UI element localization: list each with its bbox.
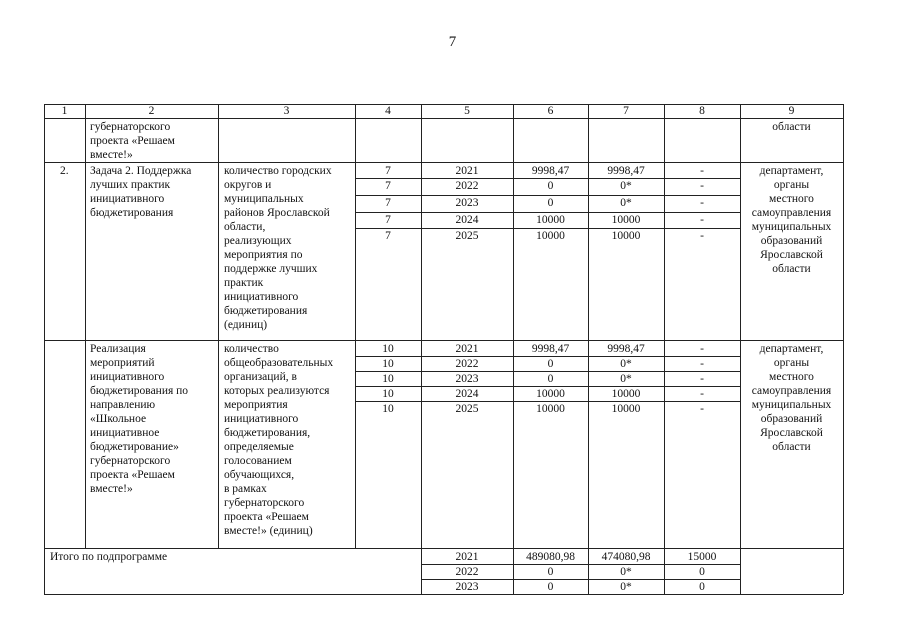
task2-c6: 0	[547, 197, 554, 209]
task2-c4: 7	[385, 165, 391, 177]
col-header-5: 5	[464, 105, 470, 117]
measure-c8: -	[700, 403, 704, 415]
cont-name: губернаторского проекта «Решаем вместе!»	[90, 121, 175, 161]
total-year: 2023	[455, 581, 479, 593]
task2-c8: -	[700, 165, 704, 177]
task2-year: 2023	[455, 197, 479, 209]
total-c8: 15000	[687, 551, 717, 563]
measure-c8: -	[700, 373, 704, 385]
measure-year: 2022	[455, 358, 479, 370]
total-c6: 0	[547, 581, 554, 593]
page-number: 7	[448, 34, 457, 50]
measure-executor: департамент, органы местного самоуправления муниципальных образований Ярославской области	[751, 343, 832, 453]
col-header-2: 2	[148, 105, 155, 117]
col-header-6: 6	[547, 105, 554, 117]
measure-c8: -	[700, 343, 704, 355]
task2-name: Задача 2. Поддержка лучших практик инициативного бюджетирования	[90, 165, 192, 219]
task2-c7: 9998,47	[607, 165, 645, 177]
grid-line	[44, 594, 843, 595]
measure-c6: 0	[547, 373, 554, 385]
measure-c6: 10000	[536, 403, 565, 415]
measure-c7: 9998,47	[607, 343, 645, 355]
grid-line	[44, 118, 843, 119]
col-header-9: 9	[788, 105, 795, 117]
task2-c4: 7	[385, 230, 391, 242]
total-c7: 0*	[620, 566, 632, 578]
task2-executor: департамент, органы местного самоуправления муниципальных образований Ярославской области	[751, 165, 832, 275]
measure-c6: 0	[547, 358, 554, 370]
total-year: 2021	[455, 551, 479, 563]
total-label: Итого по подпрограмме	[50, 551, 168, 563]
measure-c4: 10	[382, 388, 394, 400]
col-header-8: 8	[699, 105, 705, 117]
measure-c4: 10	[382, 358, 394, 370]
task2-year: 2021	[455, 165, 479, 177]
task2-c8: -	[700, 197, 704, 209]
grid-line	[843, 104, 844, 594]
measure-year: 2021	[455, 343, 479, 355]
col-header-7: 7	[623, 105, 629, 117]
task2-year: 2025	[455, 230, 479, 242]
measure-c7: 10000	[611, 403, 641, 415]
measure-name: Реализация мероприятий инициативного бюджетирования по направлению «Школьное инициативное бюджетирование» губернаторского проекта «Решаем вместе!»	[90, 343, 189, 495]
total-c6: 489080,98	[526, 551, 575, 563]
measure-year: 2025	[455, 403, 479, 415]
total-c8: 0	[699, 581, 705, 593]
task2-c7: 0*	[620, 180, 632, 192]
task2-c4: 7	[385, 197, 391, 209]
task2-year: 2022	[455, 180, 479, 192]
measure-year: 2023	[455, 373, 479, 385]
total-c8: 0	[699, 566, 705, 578]
measure-c6: 10000	[536, 388, 565, 400]
measure-c7: 10000	[611, 388, 641, 400]
task2-c7: 10000	[611, 230, 641, 242]
grid-line	[44, 340, 843, 341]
measure-year: 2024	[455, 388, 479, 400]
task2-c4: 7	[385, 214, 391, 226]
task2-c7: 10000	[611, 214, 641, 226]
measure-c8: -	[700, 388, 704, 400]
task2-c7: 0*	[620, 197, 632, 209]
grid-line	[85, 104, 86, 548]
task2-c8: -	[700, 180, 704, 192]
measure-c8: -	[700, 358, 704, 370]
task2-number: 2.	[60, 165, 69, 177]
grid-line	[218, 104, 219, 548]
task2-year: 2024	[455, 214, 479, 226]
task2-c6: 9998,47	[531, 165, 570, 177]
measure-c6: 9998,47	[531, 343, 570, 355]
task2-c6: 0	[547, 180, 554, 192]
task2-c4: 7	[385, 180, 391, 192]
total-year: 2022	[455, 566, 479, 578]
total-c7: 474080,98	[601, 551, 651, 563]
measure-indicator: количество общеобразовательных организаций, в которых реализуются мероприятия инициативного бюджетирования, определяемые голосованием обучающихся, в рамках губернаторского проекта «Решаем вместе!» (единиц)	[224, 343, 334, 537]
measure-c4: 10	[382, 403, 394, 415]
total-c7: 0*	[620, 581, 632, 593]
task2-c6: 10000	[536, 230, 565, 242]
measure-c7: 0*	[620, 373, 632, 385]
task2-c6: 10000	[536, 214, 565, 226]
measure-c7: 0*	[620, 358, 632, 370]
col-header-1: 1	[61, 105, 68, 117]
grid-line	[44, 104, 45, 594]
task2-c8: -	[700, 214, 704, 226]
grid-line	[44, 162, 843, 163]
total-c6: 0	[547, 566, 554, 578]
col-header-4: 4	[385, 105, 391, 117]
measure-c4: 10	[382, 373, 394, 385]
grid-line	[44, 548, 843, 549]
task2-indicator: количество городских округов и муниципальных районов Ярославской области, реализующих мероприятия по поддержке лучших практик инициативного бюджетирования (единиц)	[224, 165, 332, 331]
col-header-3: 3	[283, 105, 290, 117]
cont-executor: области	[772, 121, 811, 133]
measure-c4: 10	[382, 343, 394, 355]
task2-c8: -	[700, 230, 704, 242]
